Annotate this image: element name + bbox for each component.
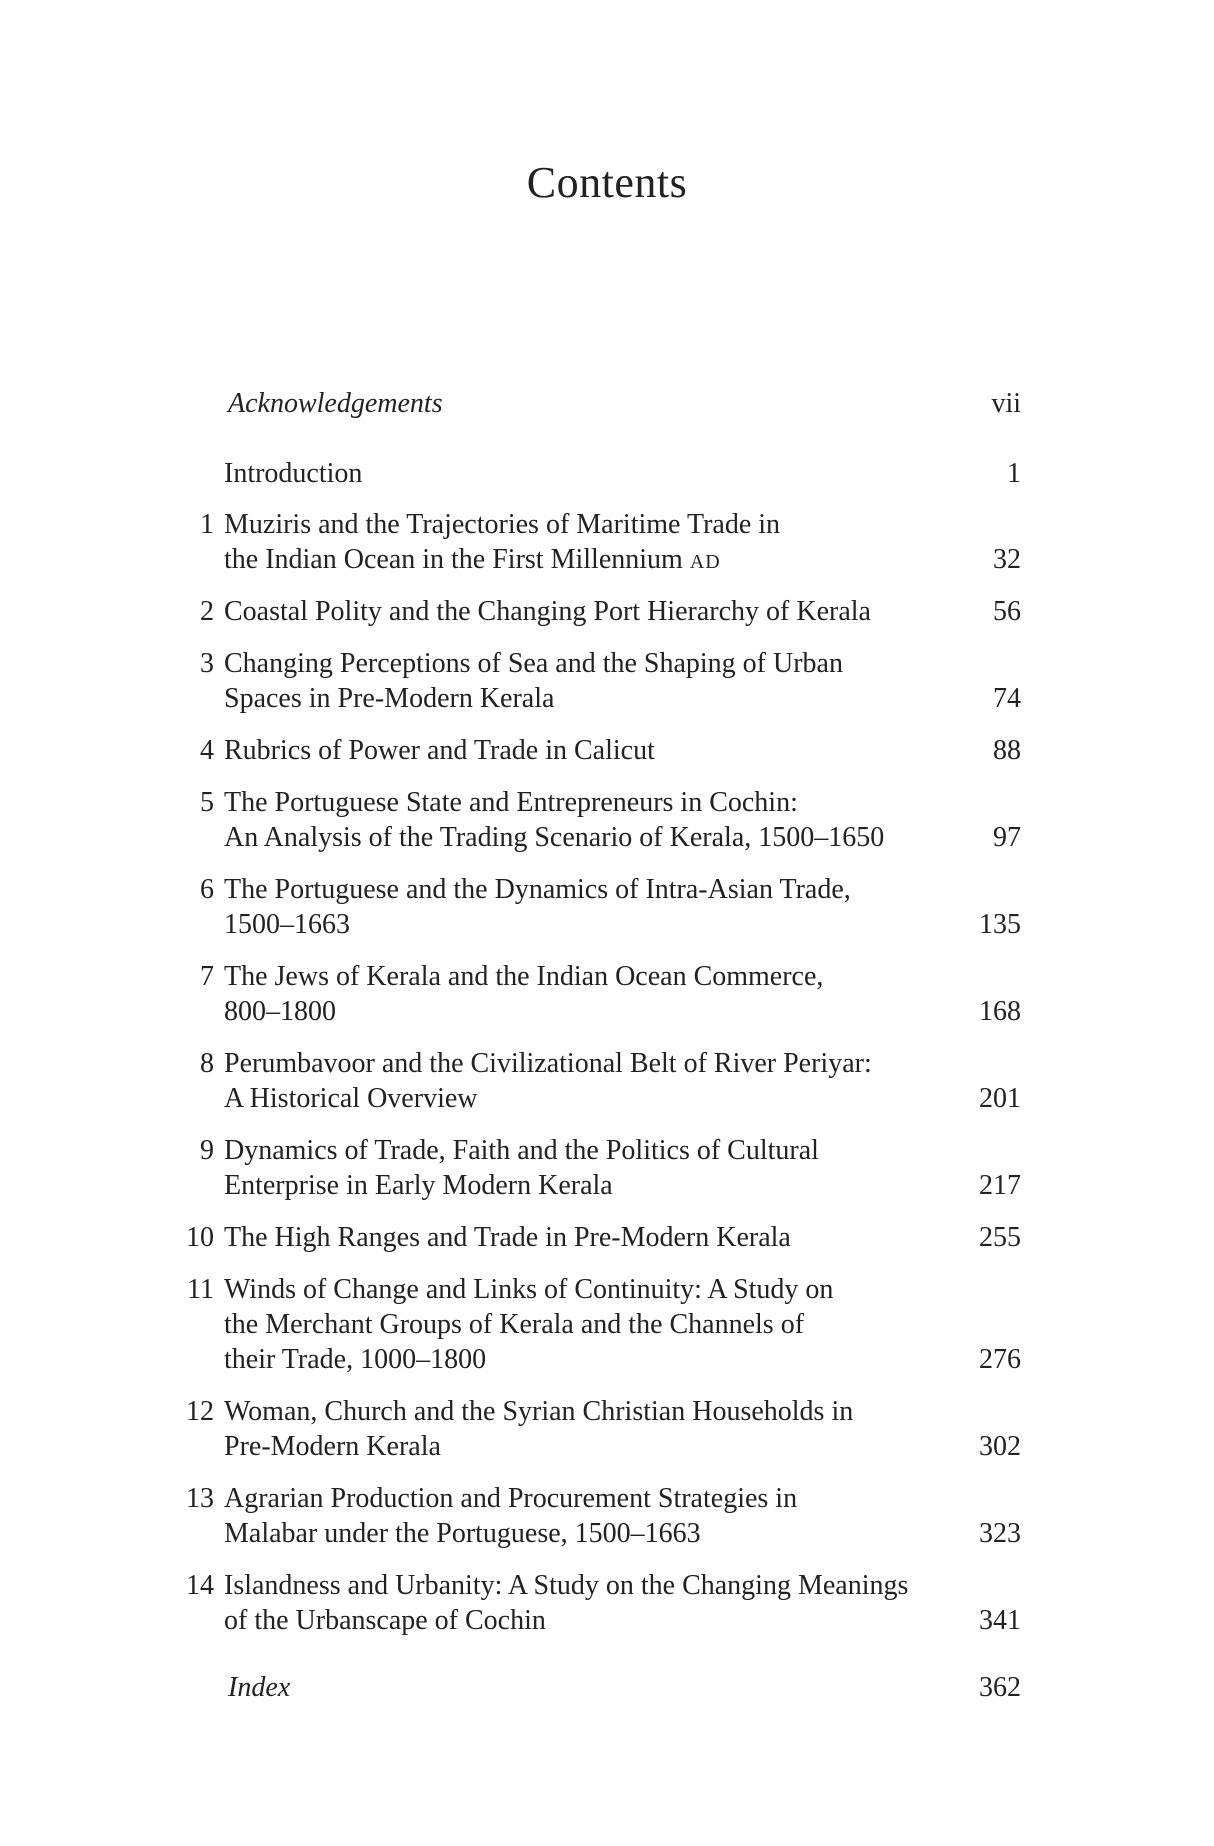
toc-entry-number: 7 [200,961,214,992]
toc-entry-page: 32 [993,544,1021,575]
toc-entry-page: 168 [979,996,1021,1027]
page-title: Contents [526,158,688,207]
toc-entry-number: 2 [200,596,214,627]
toc-entry-number: 12 [186,1396,214,1427]
toc-entry-page: 97 [993,822,1021,853]
toc-entry-number: 5 [200,787,214,818]
toc-entry-page: 302 [979,1431,1021,1462]
toc-entry-page: 341 [979,1605,1021,1636]
toc-entry-title: Woman, Church and the Syrian Christian Households in Pre-Modern Kerala [224,1396,854,1462]
toc-entry-title: Dynamics of Trade, Faith and the Politics of Cultural Enterprise in Early Modern Kerala [224,1135,819,1201]
toc-entry-page: 135 [979,909,1021,940]
toc-entry-title: Coastal Polity and the Changing Port Hierarchy of Kerala [224,596,871,627]
toc-entry-page: 201 [979,1083,1021,1114]
toc-entry-title: Islandness and Urbanity: A Study on the Changing Meanings of the Urbanscape of Cochin [224,1570,909,1636]
toc-entry-page: 362 [979,1672,1021,1703]
toc-entry-number: 11 [187,1274,214,1305]
toc-entry-page: 255 [979,1222,1021,1253]
toc-entry-page: 56 [993,596,1021,627]
toc-entry-title: The High Ranges and Trade in Pre-Modern Kerala [224,1222,791,1253]
toc-entry-title: Index [228,1672,291,1703]
toc-entry-page: 323 [979,1518,1021,1549]
toc-entry-title-line: the Indian Ocean in the First Millennium [224,544,690,575]
toc-entry-title-line: Muziris and the Trajectories of Maritime Trade in [224,509,781,540]
toc-entry-title: Winds of Change and Links of Continuity: A Study on the Merchant Groups of Kerala and the Channels of their Trade, 1000–1800 [224,1274,834,1375]
toc-entry-title: The Portuguese and the Dynamics of Intra-Asian Trade, 1500–1663 [224,874,851,940]
toc-entry-title: Agrarian Production and Procurement Strategies in Malabar under the Portuguese, 1500–1663 [224,1483,798,1549]
toc-entry-title: The Portuguese State and Entrepreneurs in Cochin: An Analysis of the Trading Scenario of Kerala, 1500–1650 [224,787,885,853]
toc-entry-page: 1 [1007,458,1021,489]
toc-entry-number: 8 [200,1048,214,1079]
toc-entry-number: 9 [200,1135,214,1166]
toc-entry-title [224,507,964,577]
toc-entry-page: vii [991,388,1021,419]
toc-entry-number: 10 [186,1222,214,1253]
toc-entry-number: 14 [186,1570,214,1601]
toc-entry-title-era: ad [689,544,721,575]
toc-entry-title: The Jews of Kerala and the Indian Ocean Commerce, 800–1800 [224,961,824,1027]
toc-entry-page: 217 [979,1170,1021,1201]
toc-entry-page: 74 [993,683,1021,714]
toc-entry-title: Acknowledgements [228,388,443,419]
toc-entry-page: 88 [993,735,1021,766]
toc-entry-title: Changing Perceptions of Sea and the Shaping of Urban Spaces in Pre-Modern Kerala [224,648,843,714]
toc-entry-title: Introduction [224,458,363,489]
toc-entry-page: 276 [979,1344,1021,1375]
toc-entry-number: 13 [186,1483,214,1514]
toc-entry-number: 4 [200,735,214,766]
toc-entry-title: Perumbavoor and the Civilizational Belt of River Periyar: A Historical Overview [224,1048,872,1114]
toc-entry-number: 1 [200,509,214,540]
toc-entry-number: 3 [200,648,214,679]
toc-entry-number: 6 [200,874,214,905]
toc-entry-title: Rubrics of Power and Trade in Calicut [224,735,655,766]
